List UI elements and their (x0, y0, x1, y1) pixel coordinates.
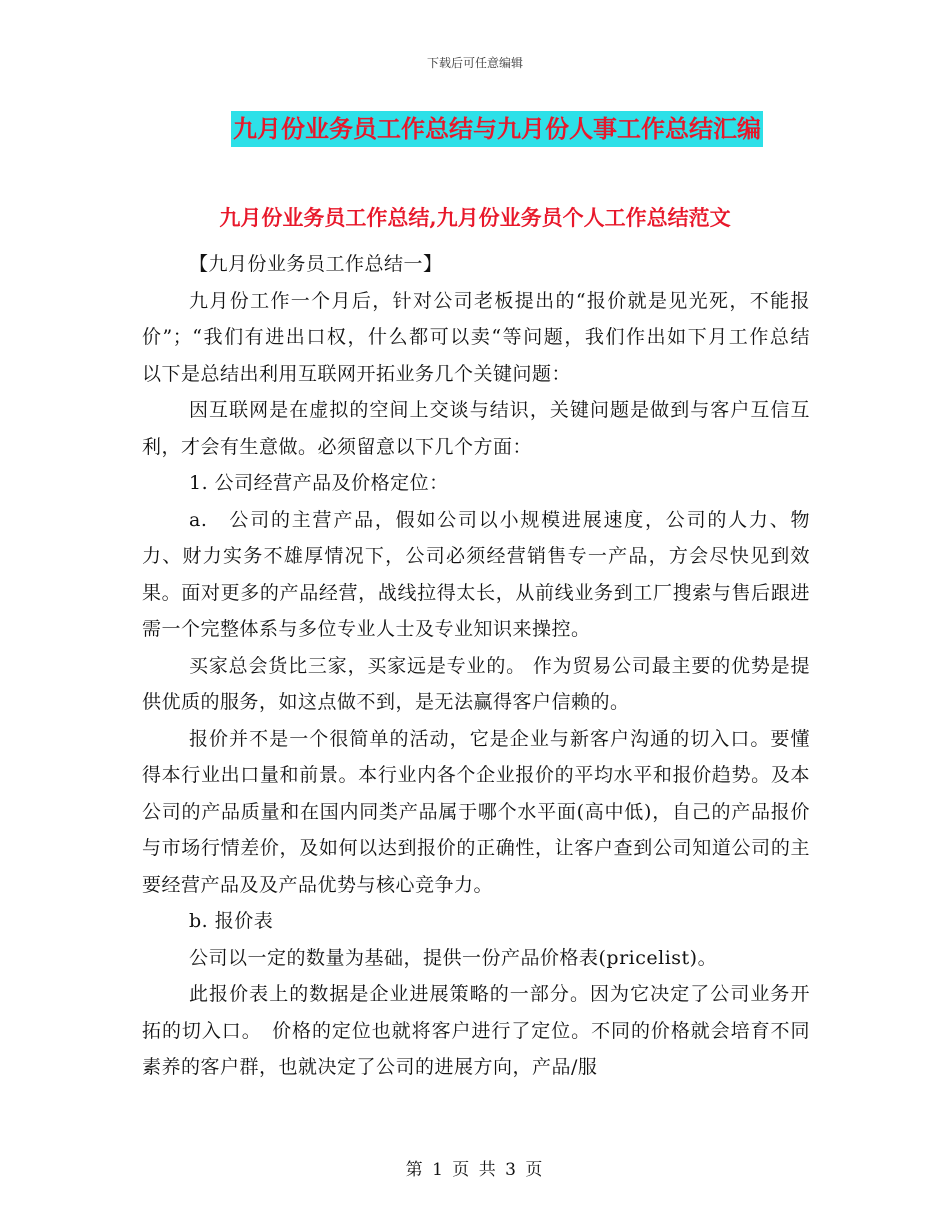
paragraph: 报价并不是一个很简单的活动，它是企业与新客户沟通的切入口。要懂得本行业出口量和前景。本行业内各个企业报价的平均水平和报价趋势。及本公司的产品质量和在国内同类产品属于哪个水平面(高中低)，自己的产品报价与市场行情差价，及如何以达到报价的正确性，让客户查到公司知道公司的主要经营产品及及产品优势与核心竞争力。 (142, 727, 810, 896)
sub-title: 九月份业务员工作总结,九月份业务员个人工作总结范文 (219, 205, 731, 230)
paragraph: 公司以一定的数量为基础，提供一份产品价格表(pricelist)。 (189, 946, 718, 969)
paragraph: 买家总会货比三家，买家远是专业的。 作为贸易公司最主要的优势是提供优质的服务，如这点做不到，是无法赢得客户信赖的。 (142, 654, 810, 713)
paragraph: b. 报价表 (189, 910, 274, 932)
paragraph: 此报价表上的数据是企业进展策略的一部分。因为它决定了公司业务开拓的切入口。 价格的定位也就将客户进行了定位。不同的价格就会培育不同素养的客户群，也就决定了公司的进展方向，产品/服 (142, 983, 810, 1078)
paragraph: 1. 公司经营产品及价格定位： (189, 472, 449, 494)
paragraph: 九月份工作一个月后，针对公司老板提出的“报价就是见光死，不能报价”；“我们有进出口权，什么都可以卖“等问题，我们作出如下月工作总结 以下是总结出利用互联网开拓业务几个关键问题： (142, 289, 830, 385)
page-footer: 第 1 页 共 3 页 (405, 1160, 545, 1180)
paragraph: 因互联网是在虚拟的空间上交谈与结识，关键问题是做到与客户互信互利，才会有生意做。必须留意以下几个方面： (142, 399, 810, 458)
paragraph: 【九月份业务员工作总结一】 (189, 253, 443, 275)
page-header: 下载后可任意编辑 (426, 56, 523, 70)
document-body (142, 246, 830, 1086)
main-title-container (0, 111, 950, 147)
main-title: 九月份业务员工作总结与九月份人事工作总结汇编 (231, 111, 763, 147)
paragraph: a. 公司的主营产品，假如公司以小规模进展速度，公司的人力、物力、财力实务不雄厚情况下，公司必须经营销售专一产品，方会尽快见到效果。面对更多的产品经营，战线拉得太长，从前线业务到工厂搜索与售后跟进需一个完整体系与多位专业人士及专业知识来操控。 (142, 508, 810, 640)
